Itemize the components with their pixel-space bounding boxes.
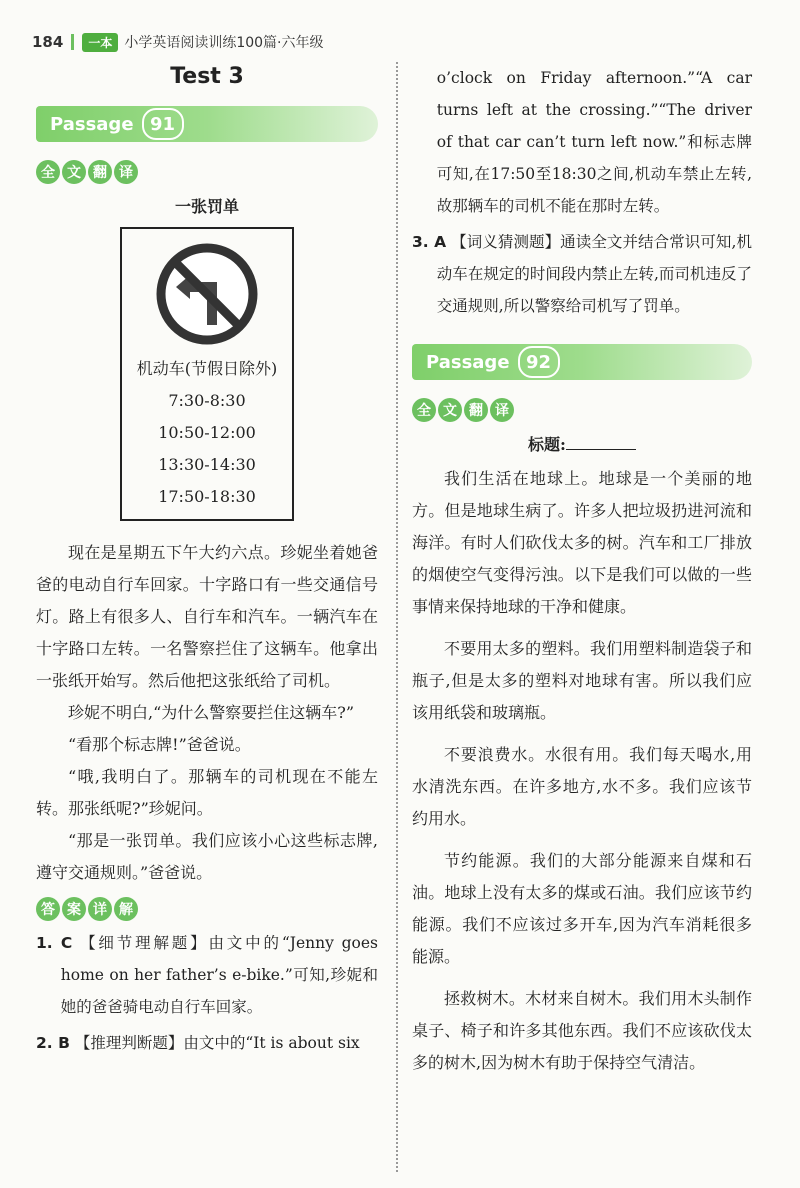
badge-char: 译 [490,398,514,422]
chinese-title: 一张罚单 [174,197,239,216]
badge-char: 案 [62,897,86,921]
badge-char: 译 [114,160,138,184]
book-logo: 一本 [82,33,118,52]
title-blank [566,433,636,450]
translation-badge [36,160,378,184]
paragraph: 不要用太多的塑料。我们用塑料制造袋子和瓶子,但是太多的塑料对地球有害。所以我们应该用纸袋和玻璃瓶。 [412,639,752,722]
badge-char: 文 [438,398,462,422]
paragraph: “看那个标志牌!”爸爸说。 [68,735,251,754]
passage-label: Passage [426,351,510,373]
badge-char: 全 [36,160,60,184]
badge-char: 解 [114,897,138,921]
answer-number: 2. B [36,1034,70,1052]
test-title: Test 3 [170,64,244,89]
paragraph: “哦,我明白了。那辆车的司机现在不能左转。那张纸呢?”珍妮问。 [36,767,378,818]
sign-vehicle-line: 机动车(节假日除外) [136,359,278,378]
paragraph: 我们生活在地球上。地球是一个美丽的地方。但是地球生病了。许多人把垃圾扔进河流和海洋。有时人们砍伐太多的树。汽车和工厂排放的烟使空气变得污浊。以下是我们可以做的一些事情来保持地球的干净和健康。 [412,469,752,616]
passage-number: 91 [142,108,184,140]
sign-time: 7:30-8:30 [168,391,246,410]
title-label: 标题: [528,435,566,454]
answer-text: 【细节理解题】由文中的“Jenny goes home on her father’s e-bike.”可知,珍妮和她的爸爸骑电动自行车回家。 [60,934,379,1016]
badge-char: 全 [412,398,436,422]
badge-char: 答 [36,897,60,921]
badge-char: 详 [88,897,112,921]
page-header [32,30,324,54]
book-title: 小学英语阅读训练100篇·六年级 [124,35,324,51]
answer-number: 3. A [412,233,447,251]
passage-label: Passage [50,113,134,135]
answer-item [412,226,752,322]
paragraph: 不要浪费水。水很有用。我们每天喝水,用水清洗东西。在许多地方,水不多。我们应该节约用水。 [412,745,752,828]
answer-text: 【词义猜测题】通读全文并结合常识可知,机动车在规定的时间段内禁止左转,而司机违反了交通规则,所以警察给司机写了罚单。 [436,233,752,315]
paragraph: 现在是星期五下午大约六点。珍妮坐着她爸爸的电动自行车回家。十字路口有一些交通信号灯。路上有很多人、自行车和汽车。一辆汽车在十字路口左转。一名警察拦住了这辆车。他拿出一张纸开始写。然后他把这张纸给了司机。 [36,543,378,690]
sign-time: 10:50-12:00 [158,423,256,442]
right-column [412,62,752,1079]
badge-char: 文 [62,160,86,184]
translation-badge [412,398,752,422]
sign-time: 13:30-14:30 [158,455,256,474]
badge-char: 翻 [464,398,488,422]
paragraph: “那是一张罚单。我们应该小心这些标志牌,遵守交通规则。”爸爸说。 [36,831,378,882]
paragraph: 珍妮不明白,“为什么警察要拦住这辆车?” [68,703,355,722]
no-left-turn-icon [152,239,262,349]
answer-text: 【推理判断题】由文中的“It is about six [74,1034,360,1052]
answer-continuation: o’clock on Friday afternoon.”“A car turns left at the crossing.”“The driver of that car can’t turn left now.”和标志牌可知,在17:50至18:30之间,机动车禁止左转,故那辆车的司机不能在那时左转。 [436,69,752,215]
answer-number: 1. C [36,934,73,952]
traffic-sign-box [120,227,294,521]
sign-time: 17:50-18:30 [158,487,256,506]
title-line [412,432,752,455]
answer-badge [36,897,378,921]
paragraph: 拯救树木。木材来自树木。我们用木头制作桌子、椅子和许多其他东西。我们不应该砍伐太多的树木,因为树木有助于保持空气清洁。 [412,989,752,1072]
passage-91-banner [36,106,378,142]
column-divider [396,62,398,1172]
left-column [36,62,378,1059]
header-divider [71,34,74,50]
passage-number: 92 [518,346,560,378]
passage-92-banner [412,344,752,380]
answer-item [36,927,378,1023]
paragraph: 节约能源。我们的大部分能源来自煤和石油。地球上没有太多的煤或石油。我们应该节约能源。我们不应该过多开车,因为汽车消耗很多能源。 [412,851,752,966]
answer-item [36,1027,378,1059]
badge-char: 翻 [88,160,112,184]
page-number: 184 [32,33,64,51]
